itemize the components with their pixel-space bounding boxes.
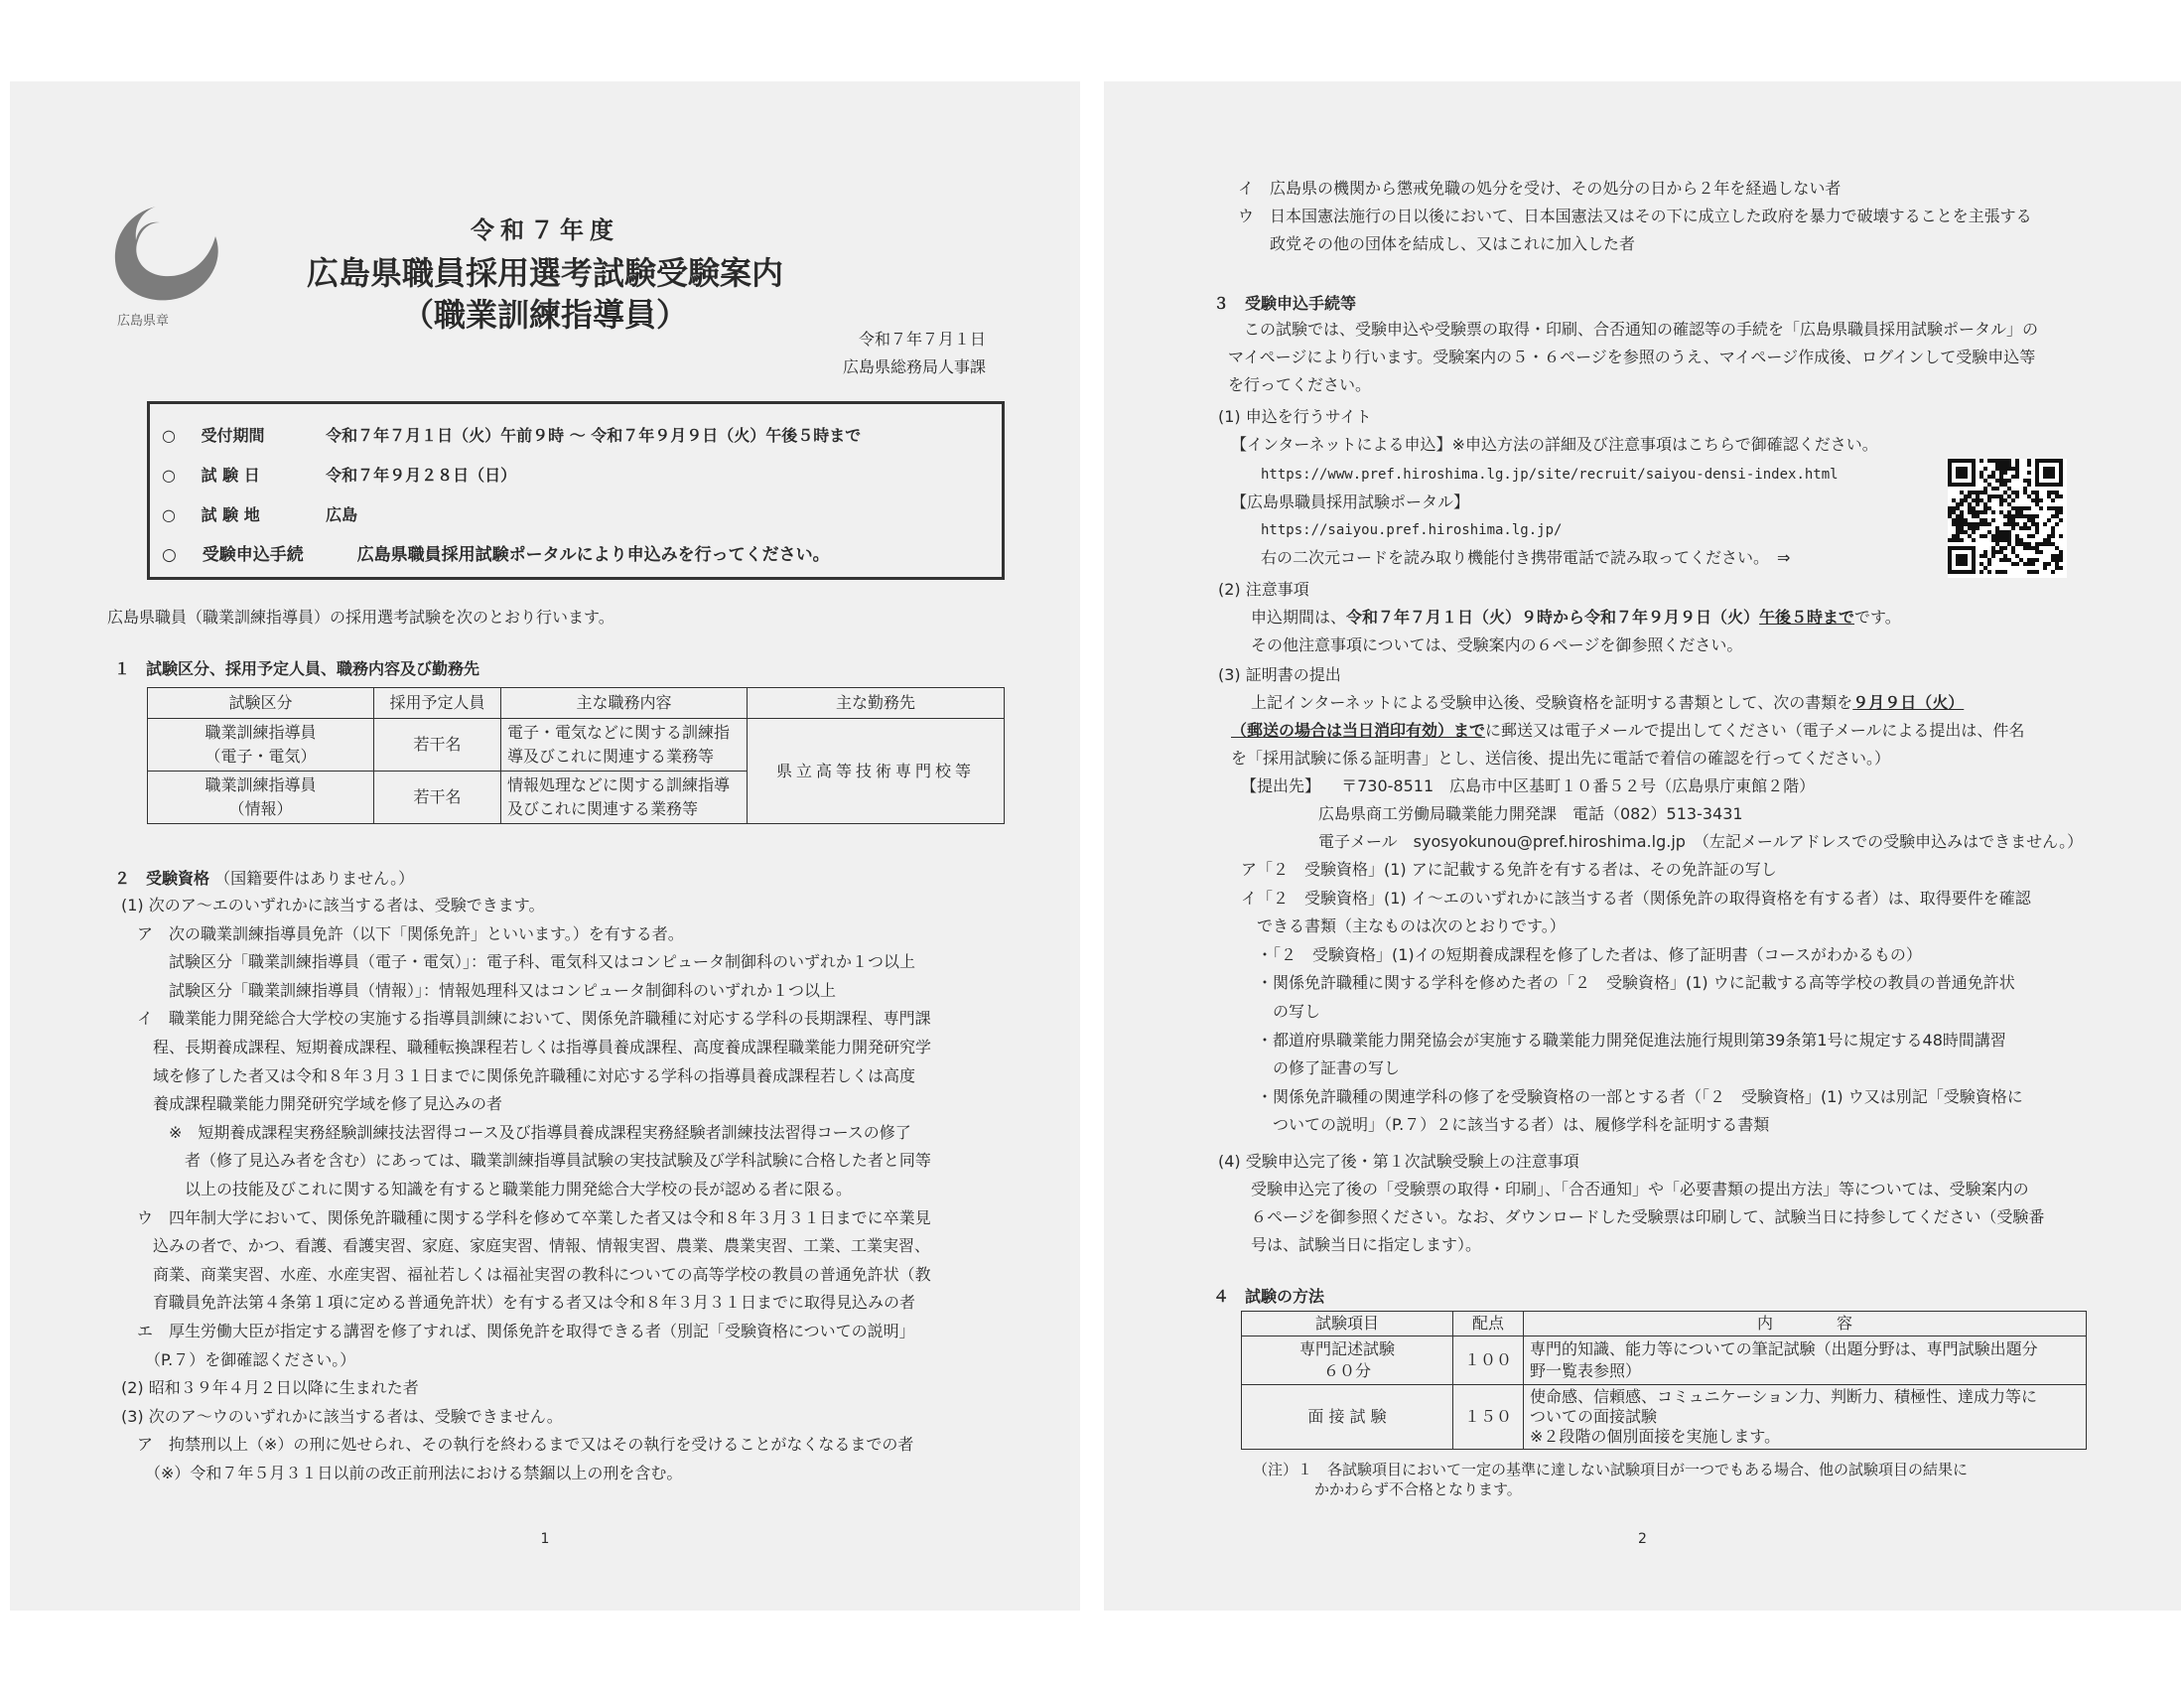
s3-3-heading: (3) 証明書の提出 xyxy=(1218,665,1341,684)
page-subtitle: （職業訓練指導員） xyxy=(401,296,688,334)
bullet-icon: ○ xyxy=(162,426,176,445)
s3-4-heading: (4) 受験申込完了後・第１次試験受験上の注意事項 xyxy=(1218,1152,1579,1171)
text-line: イ 広島県の機関から懲戒免職の処分を受け、その処分の日から２年を経過しない者 xyxy=(1238,179,1842,198)
section-3-heading: ３ 受験申込手続等 xyxy=(1213,294,1357,313)
exam-score: １００ xyxy=(1453,1336,1524,1385)
text-line: の写し xyxy=(1241,1002,1321,1021)
text-line: ア 拘禁刑以上（※）の刑に処せられ、その執行を終わるまで又はその執行を受けることがなくなるまでの者 xyxy=(121,1435,914,1455)
text-line: イ 職業能力開発総合大学校の実施する指導員訓練において、関係免許職種に対応する学科の長期課程、専門課 xyxy=(121,1009,931,1029)
summary-value: 令和７年９月２８日（日） xyxy=(326,466,517,485)
cert-line-2: （郵送の場合は当日消印有効）までに郵送又は電子メールで提出してください（電子メールによる提出は、件名 xyxy=(1231,721,2025,740)
document-page-2 xyxy=(1104,81,2181,1611)
category-sub: （電子・電気） xyxy=(205,747,317,766)
workplace: 県立高等技術専門校等 xyxy=(748,719,1005,824)
text-line: を行ってください。 xyxy=(1228,375,1372,394)
headcount: 若干名 xyxy=(374,719,501,772)
exam-content: 専門的知識、能力等についての筆記試験（出題分野は、専門試験出題分 xyxy=(1530,1339,2038,1358)
text-line: 以上の技能及びこれに関する知識を有すると職業能力開発総合大学校の長が認める者に限る。 xyxy=(121,1180,853,1198)
table-header: 内 容 xyxy=(1524,1312,2087,1336)
text-line: イ「２ 受験資格」(1) イ～エのいずれかに該当する者（関係免許の取得資格を有する者）は、取得要件を確認 xyxy=(1241,888,2031,908)
headcount: 若干名 xyxy=(374,772,501,824)
title-year: 令和７年度 xyxy=(471,216,619,244)
issuer: 広島県総務局人事課 xyxy=(842,357,986,376)
summary-label: 試 験 地 xyxy=(201,505,260,524)
text-line: マイページにより行います。受験案内の５・６ページを参照のうえ、マイページ作成後、ログインして受験申込等 xyxy=(1228,348,2036,366)
duty-line: 及びこれに関連する業務等 xyxy=(507,799,699,818)
portal-link[interactable]: https://saiyou.pref.hiroshima.lg.jp/ xyxy=(1261,522,1563,538)
text-line: 育職員免許法第４条第１項に定める普通免許状）を有する者又は令和８年３月３１日までに取得見込みの者 xyxy=(121,1293,916,1313)
bullet-icon: ○ xyxy=(162,545,177,565)
exam-method-table xyxy=(1241,1311,2087,1450)
table-header: 採用予定人員 xyxy=(374,688,501,719)
text-line: の修了証書の写し xyxy=(1241,1058,1401,1078)
exam-item: 面 接 試 験 xyxy=(1242,1385,1453,1450)
text-line: 程、長期養成課程、短期養成課程、職種転換課程若しくは指導員養成課程、高度養成課程職業能力開発研究学 xyxy=(121,1038,932,1056)
summary-value: 令和７年７月１日（火）午前９時 ～ 令和７年９月９日（火）午後５時まで xyxy=(326,426,862,445)
text-line: 受験申込完了後の「受験票の取得・印刷」、「合否通知」や「必要書類の提出方法」等については、受験案内の xyxy=(1251,1180,2029,1198)
bullet-icon: ○ xyxy=(162,505,176,524)
text-line: (2) 昭和３９年４月２日以降に生まれた者 xyxy=(121,1378,419,1398)
duty-line: 電子・電気などに関する訓練指 xyxy=(507,723,731,742)
bullet-icon: ○ xyxy=(162,466,176,485)
text-line: ア 次の職業訓練指導員免許（以下「関係免許」といいます。）を有する者。 xyxy=(121,923,684,943)
text-line: ※ 短期養成課程実務経験訓練技法習得コース及び指導員養成課程実務経験者訓練技法習得コースの修了 xyxy=(121,1122,911,1142)
submission-dept: 広島県商工労働局職業能力開発課 電話（082）513-3431 xyxy=(1318,804,1743,823)
table-header: 試験項目 xyxy=(1242,1312,1453,1336)
text-line: （P.７）を御確認ください。） xyxy=(121,1349,356,1369)
recruit-link[interactable]: https://www.pref.hiroshima.lg.jp/site/recruit/saiyou-densi-index.html xyxy=(1261,467,1839,483)
text-line: 試験区分「職業訓練指導員（電子・電気）」：電子科、電気科又はコンピュータ制御科のいずれか１つ以上 xyxy=(121,952,916,972)
text-line: (3) 次のア～ウのいずれかに該当する者は、受験できません。 xyxy=(121,1406,563,1426)
table-header: 配点 xyxy=(1453,1312,1524,1336)
text-line: ウ 日本国憲法施行の日以後において、日本国憲法又はその下に成立した政府を暴力で破壊することを主張する xyxy=(1238,207,2032,225)
cert-line-3: を「採用試験に係る証明書」とし、送信後、提出先に電話で着信の確認を行ってください。） xyxy=(1231,749,1891,768)
text-line: ウ 四年制大学において、関係免許職種に関する学科を修めて卒業した者又は令和８年３月３１日までに卒業見 xyxy=(121,1207,931,1227)
text-line: 養成課程職業能力開発研究学域を修了見込みの者 xyxy=(121,1094,503,1114)
section-2-heading: ２ 受験資格 xyxy=(114,869,210,888)
table-row xyxy=(1242,1336,2087,1385)
exam-content: 野一覧表参照） xyxy=(1530,1361,1642,1380)
text-line: 政党その他の団体を結成し、又はこれに加入した者 xyxy=(1238,234,1636,253)
text-line: ・関係免許職種に関する学科を修めた者の「２ 受験資格」(1) ウに記載する高等学校の教員の普通免許状 xyxy=(1241,973,2015,993)
text-line: 者（修了見込み者を含む）にあっては、職業訓練指導員試験の実技試験及び学科試験に合格した者と同等 xyxy=(121,1151,931,1171)
text-line: エ 厚生労働大臣が指定する講習を修了すれば、関係免許を取得できる者（別記「受験資格についての説明」 xyxy=(121,1322,915,1340)
cert-line-1: 上記インターネットによる受験申込後、受験資格を証明する書類として、次の書類を９月９日（火） xyxy=(1251,693,1965,712)
page-number: 1 xyxy=(540,1531,550,1547)
positions-table xyxy=(147,687,1005,824)
page-number: 2 xyxy=(1638,1531,1647,1547)
submission-label: 【提出先】 xyxy=(1241,776,1321,795)
exam-content: ※２段階の個別面接を実施します。 xyxy=(1530,1427,1781,1446)
category-label: 職業訓練指導員 xyxy=(205,723,317,742)
table-header: 試験区分 xyxy=(148,688,374,719)
qr-code-icon[interactable] xyxy=(1948,459,2067,578)
text-line: できる書類（主なものは次のとおりです。） xyxy=(1241,916,1566,936)
seal-caption: 広島県章 xyxy=(117,314,170,329)
application-period: 申込期間は、令和７年７月１日（火）９時から令和７年９月９日（火）午後５時までです。 xyxy=(1251,608,1901,627)
table-row xyxy=(1242,1385,2087,1450)
submission-email: 電子メール syosyokunou@pref.hiroshima.lg.jp （左記メールアドレスでの受験申込みはできません。） xyxy=(1318,832,2084,851)
internet-apply-label: 【インターネットによる申込】※申込方法の詳細及び注意事項はこちらで御確認ください。 xyxy=(1231,435,1878,454)
section-1-heading: １ 試験区分、採用予定人員、職務内容及び勤務先 xyxy=(114,659,480,678)
other-notes: その他注意事項については、受験案内の６ページを御参照ください。 xyxy=(1251,635,1743,654)
table-header: 主な勤務先 xyxy=(748,688,1005,719)
summary-label: 受付期間 xyxy=(201,426,265,445)
issue-date: 令和７年７月１日 xyxy=(858,330,986,349)
text-line: (1) 次のア～エのいずれかに該当する者は、受験できます。 xyxy=(121,896,545,914)
exam-content: ついての面接試験 xyxy=(1530,1407,1658,1426)
summary-box xyxy=(147,401,1005,580)
table-row xyxy=(148,719,1005,772)
duty-line: 導及びこれに関連する業務等 xyxy=(507,747,715,766)
page-title: 広島県職員採用選考試験受験案内 xyxy=(306,254,783,292)
table-header: 主な職務内容 xyxy=(501,688,748,719)
text-line: ６ページを御参照ください。なお、ダウンロードした受験票は印刷して、試験当日に持参してください（受験番 xyxy=(1251,1207,2045,1226)
text-line: この試験では、受験申込や受験票の取得・印刷、合否通知の確認等の手続を「広島県職員採用試験ポータル」の xyxy=(1228,320,2039,339)
text-line: （※）令和７年５月３１日以前の改正前刑法における禁錮以上の刑を含む。 xyxy=(121,1464,683,1482)
intro-text: 広島県職員（職業訓練指導員）の採用選考試験を次のとおり行います。 xyxy=(107,608,614,627)
exam-score: １５０ xyxy=(1453,1385,1524,1450)
text-line: ・「２ 受験資格」(1)イの短期養成課程を修了した者は、修了証明書（コースがわかるもの） xyxy=(1241,944,1922,964)
text-line: ・都道府県職業能力開発協会が実施する職業能力開発促進法施行規則第39条第1号に規定する48時間講習 xyxy=(1241,1030,2006,1050)
summary-value: 広島県職員採用試験ポータルにより申込みを行ってください。 xyxy=(356,545,830,565)
section-2-note: （国籍要件はありません。） xyxy=(214,869,415,888)
s3-2-heading: (2) 注意事項 xyxy=(1218,580,1309,599)
text-line: 試験区分「職業訓練指導員（情報）」：情報処理科又はコンピュータ制御科のいずれか１つ以上 xyxy=(121,980,837,1000)
duty-line: 情報処理などに関する訓練指導 xyxy=(507,775,731,794)
text-line: 込みの者で、かつ、看護、看護実習、家庭、家庭実習、情報、情報実習、農業、農業実習、工業、工業実習、 xyxy=(121,1236,931,1256)
summary-label: 受験申込手続 xyxy=(202,545,304,565)
text-line: ・関係免許職種の関連学科の修了を受験資格の一部とする者（「２ 受験資格」(1) ウ又は別記「受験資格に xyxy=(1241,1086,2023,1106)
text-line: 域を修了した者又は令和８年３月３１日までに関係免許職種に対応する学科の指導員養成課程若しくは高度 xyxy=(121,1065,916,1085)
qr-instruction: 右の二次元コードを読み取り機能付き携帯電話で読み取ってください。 ⇒ xyxy=(1261,548,1791,567)
portal-label: 【広島県職員採用試験ポータル】 xyxy=(1231,492,1470,511)
summary-value: 広島 xyxy=(326,505,358,524)
section-4-heading: ４ 試験の方法 xyxy=(1213,1287,1325,1306)
text-line: 商業、商業実習、水産、水産実習、福祉若しくは福祉実習の教科についての高等学校の教員の普通免許状（教 xyxy=(121,1264,931,1284)
category-sub: （情報） xyxy=(228,799,293,818)
exam-content: 使命感、信頼感、コミュニケーション力、判断力、積極性、達成力等に xyxy=(1530,1387,2038,1406)
s3-1-heading: (1) 申込を行うサイト xyxy=(1218,407,1372,426)
text-line: ついての説明」（P.７）２に該当する者）は、履修学科を証明する書類 xyxy=(1241,1115,1770,1135)
text-line: 号は、試験当日に指定します）。 xyxy=(1251,1235,1482,1254)
category-label: 職業訓練指導員 xyxy=(205,775,317,794)
submission-address: 〒730-8511 広島市中区基町１０番５２号（広島県庁東館２階） xyxy=(1341,776,1816,795)
note-line-1: （注）１ 各試験項目において一定の基準に達しない試験項目が一つでもある場合、他の試験項目の結果に xyxy=(1253,1461,1969,1478)
exam-duration: ６０分 xyxy=(1322,1361,1371,1380)
note-line-2: かかわらず不合格となります。 xyxy=(1314,1480,1522,1498)
document-page-1 xyxy=(10,81,1080,1611)
exam-item: 専門記述試験 xyxy=(1298,1339,1395,1358)
text-line: ア「２ 受験資格」(1) アに記載する免許を有する者は、その免許証の写し xyxy=(1241,860,1777,879)
summary-label: 試 験 日 xyxy=(201,466,260,485)
